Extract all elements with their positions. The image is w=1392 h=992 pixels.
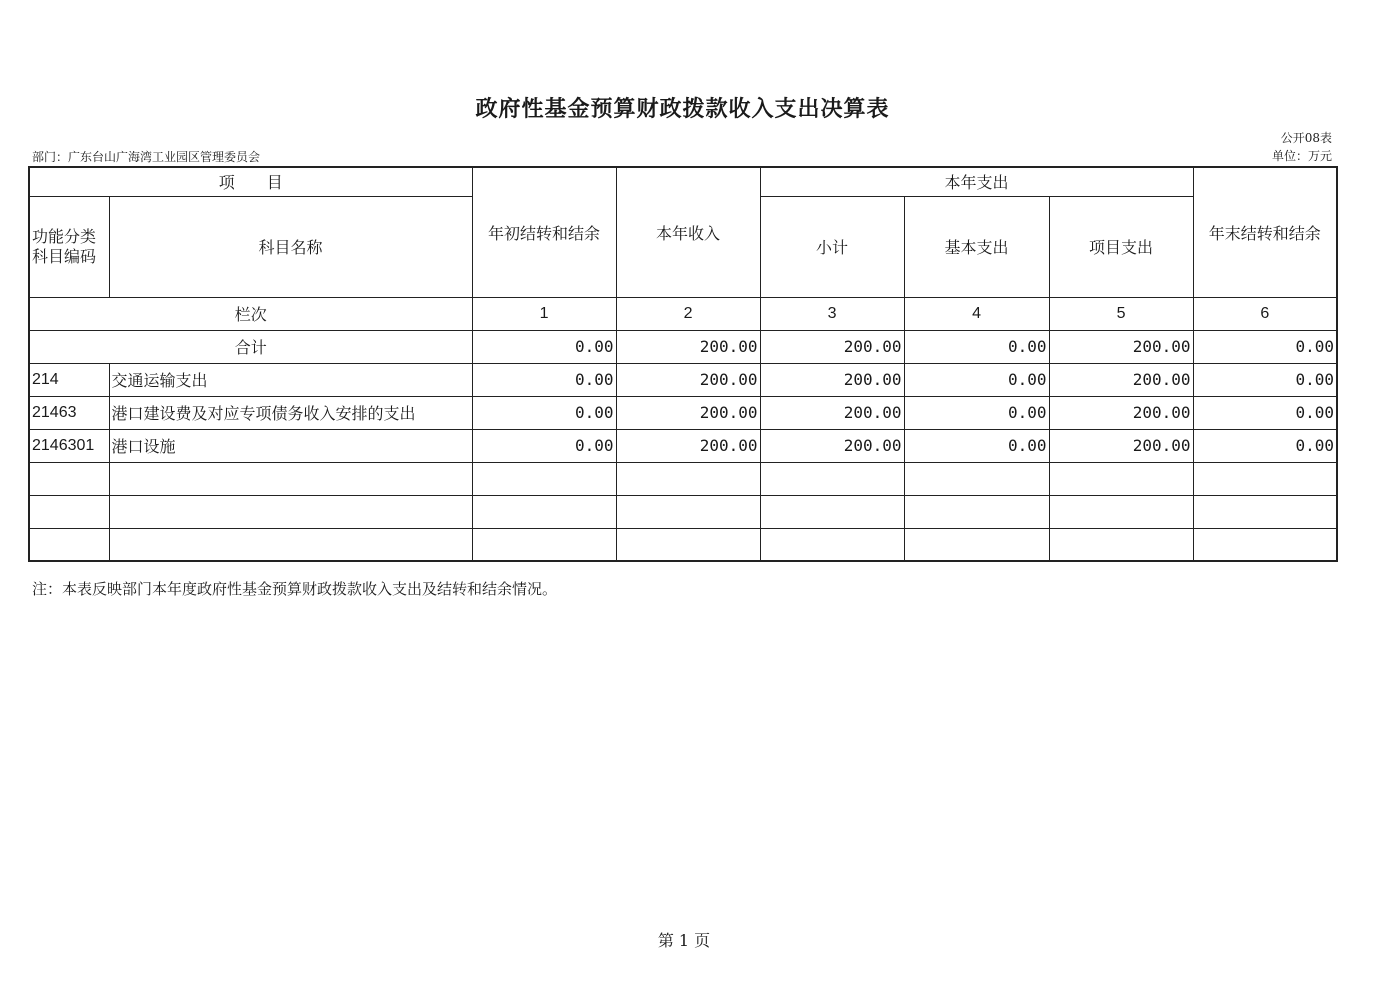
row-project: 200.00 bbox=[1049, 396, 1193, 429]
row-basic: 0.00 bbox=[904, 396, 1049, 429]
page-number: 第 1 页 bbox=[657, 931, 711, 950]
department-label: 部门：广东台山广海湾工业园区管理委员会 bbox=[32, 150, 261, 164]
header-begin-balance: 年初结转和结余 bbox=[472, 167, 616, 297]
form-number: 公开08表 bbox=[1280, 131, 1332, 145]
budget-table bbox=[28, 166, 1338, 562]
row-project: 200.00 bbox=[1049, 429, 1193, 462]
total-begin-balance: 0.00 bbox=[472, 330, 616, 363]
header-subject-name: 科目名称 bbox=[109, 196, 472, 297]
row-code: 214 bbox=[29, 363, 109, 396]
row-code: 21463 bbox=[29, 396, 109, 429]
header-basic: 基本支出 bbox=[904, 196, 1049, 297]
column-index-6: 6 bbox=[1193, 297, 1337, 330]
row-code: 2146301 bbox=[29, 429, 109, 462]
row-income: 200.00 bbox=[616, 396, 760, 429]
header-item: 项 目 bbox=[29, 167, 472, 196]
row-project: 200.00 bbox=[1049, 363, 1193, 396]
total-subtotal: 200.00 bbox=[760, 330, 904, 363]
row-basic: 0.00 bbox=[904, 363, 1049, 396]
table-row bbox=[29, 363, 1337, 396]
column-index-2: 2 bbox=[616, 297, 760, 330]
total-row bbox=[29, 330, 1337, 363]
header-func-code: 功能分类科目编码 bbox=[29, 196, 109, 297]
row-basic: 0.00 bbox=[904, 429, 1049, 462]
empty-row bbox=[29, 495, 1337, 528]
total-label: 合计 bbox=[29, 330, 472, 363]
row-begin-balance: 0.00 bbox=[472, 396, 616, 429]
header-end-balance: 年末结转和结余 bbox=[1193, 167, 1337, 297]
row-end-balance: 0.00 bbox=[1193, 396, 1337, 429]
header-expense-group: 本年支出 bbox=[760, 167, 1193, 196]
row-income: 200.00 bbox=[616, 363, 760, 396]
row-begin-balance: 0.00 bbox=[472, 429, 616, 462]
row-end-balance: 0.00 bbox=[1193, 363, 1337, 396]
column-index-5: 5 bbox=[1049, 297, 1193, 330]
column-index-4: 4 bbox=[904, 297, 1049, 330]
table-row bbox=[29, 396, 1337, 429]
unit-label: 单位：万元 bbox=[1271, 149, 1332, 163]
empty-row bbox=[29, 462, 1337, 495]
header-project: 项目支出 bbox=[1049, 196, 1193, 297]
row-name: 港口设施 bbox=[109, 429, 472, 462]
table-note: 注：本表反映部门本年度政府性基金预算财政拨款收入支出及结转和结余情况。 bbox=[32, 580, 558, 598]
table-title: 政府性基金预算财政拨款收入支出决算表 bbox=[475, 96, 890, 122]
row-subtotal: 200.00 bbox=[760, 396, 904, 429]
total-basic: 0.00 bbox=[904, 330, 1049, 363]
row-name: 交通运输支出 bbox=[109, 363, 472, 396]
column-index-3: 3 bbox=[760, 297, 904, 330]
header-subtotal: 小计 bbox=[760, 196, 904, 297]
total-project: 200.00 bbox=[1049, 330, 1193, 363]
row-begin-balance: 0.00 bbox=[472, 363, 616, 396]
total-end-balance: 0.00 bbox=[1193, 330, 1337, 363]
row-name: 港口建设费及对应专项债务收入安排的支出 bbox=[109, 396, 472, 429]
row-end-balance: 0.00 bbox=[1193, 429, 1337, 462]
row-subtotal: 200.00 bbox=[760, 429, 904, 462]
column-index-label: 栏次 bbox=[29, 297, 472, 330]
empty-row bbox=[29, 528, 1337, 561]
table-row bbox=[29, 429, 1337, 462]
header-income: 本年收入 bbox=[616, 167, 760, 297]
row-income: 200.00 bbox=[616, 429, 760, 462]
column-index-row bbox=[29, 297, 1337, 330]
row-subtotal: 200.00 bbox=[760, 363, 904, 396]
total-income: 200.00 bbox=[616, 330, 760, 363]
column-index-1: 1 bbox=[472, 297, 616, 330]
